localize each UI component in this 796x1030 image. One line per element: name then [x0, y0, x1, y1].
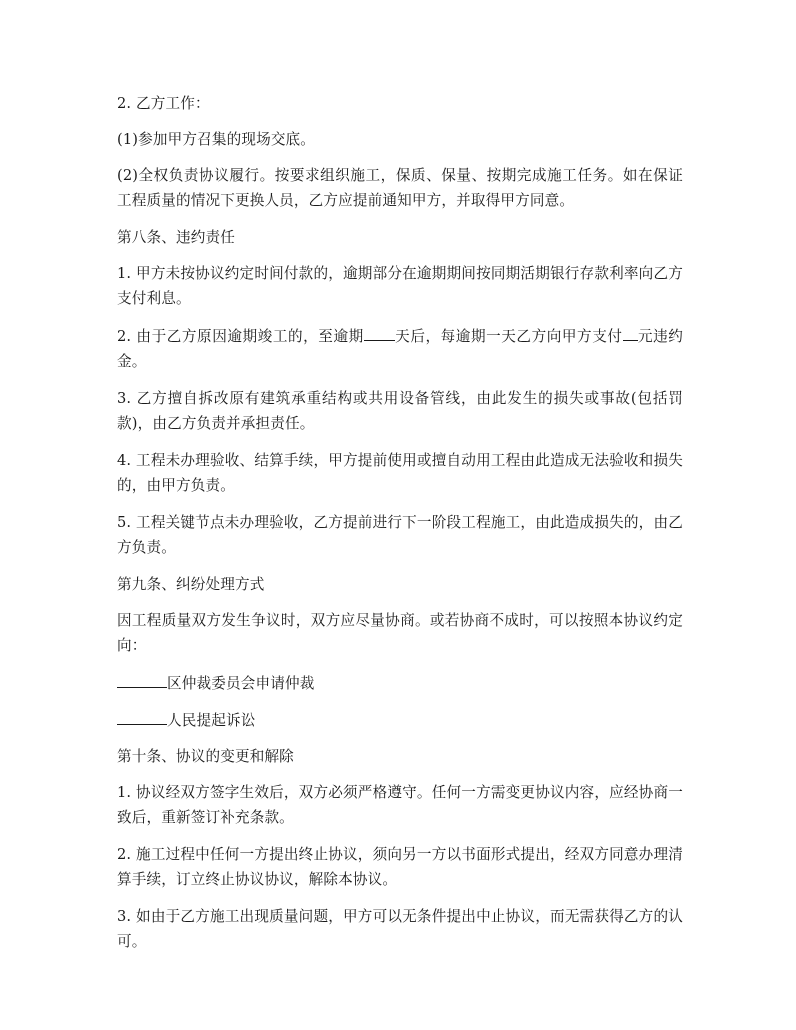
article-8-heading: 第八条、违约责任 [117, 229, 235, 246]
article-9-heading: 第九条、纠纷处理方式 [117, 576, 265, 593]
article-8-clause-1: 1. 甲方未按协议约定时间付款的，逾期部分在逾期期间按同期活期银行存款利率向乙方支付利息。 [117, 265, 683, 307]
arbitration-option-label: 区仲裁委员会申请仲裁 [167, 675, 315, 692]
article-8-clause-5: 5. 工程关键节点未办理验收，乙方提前进行下一阶段工程施工，由此造成损失的，由乙方负责。 [117, 514, 683, 556]
article-8-clause-4: 4. 工程未办理验收、结算手续，甲方提前使用或擅自动用工程由此造成无法验收和损失的，由甲方负责。 [117, 452, 683, 494]
article-10-clause-2: 2. 施工过程中任何一方提出终止协议，须向另一方以书面形式提出，经双方同意办理清算手续，订立终止协议协议，解除本协议。 [117, 846, 683, 888]
article-8-clause-3: 3. 乙方擅自拆改原有建筑承重结构或共用设备管线，由此发生的损失或事故(包括罚款)，由乙方负责并承担责任。 [117, 390, 683, 432]
arbitration-location-blank [117, 670, 167, 688]
party-b-duty-1: (1)参加甲方召集的现场交底。 [117, 131, 316, 148]
litigation-option [117, 707, 683, 733]
document-body [117, 91, 683, 966]
party-b-duties-heading: 2. 乙方工作： [117, 95, 210, 112]
party-b-duty-2: (2)全权负责协议履行。按要求组织施工，保质、保量、按期完成施工任务。如在保证工程质量的情况下更换人员，乙方应提前通知甲方，并取得甲方同意。 [117, 167, 683, 209]
arbitration-option [117, 670, 683, 696]
litigation-court-blank [117, 707, 167, 725]
penalty-amount-blank [623, 323, 638, 341]
article-10-clause-3: 3. 如由于乙方施工出现质量问题，甲方可以无条件提出中止协议，而无需获得乙方的认可。 [117, 908, 683, 950]
litigation-option-label: 人民提起诉讼 [167, 712, 256, 729]
article-10-clause-1: 1. 协议经双方签字生效后，双方必须严格遵守。任何一方需变更协议内容，应经协商一致后，重新签订补充条款。 [117, 784, 683, 826]
article-8-clause-2 [117, 323, 683, 374]
article-8-clause-2-part-c: 元违约金。 [117, 328, 683, 370]
article-10-heading: 第十条、协议的变更和解除 [117, 748, 294, 765]
article-9-body: 因工程质量双方发生争议时，双方应尽量协商。或若协商不成时，可以按照本协议约定向： [117, 612, 683, 654]
article-8-clause-2-part-a: 2. 由于乙方原因逾期竣工的，至逾期 [117, 328, 364, 345]
overdue-days-blank [364, 323, 395, 341]
article-8-clause-2-part-b: 天后，每逾期一天乙方向甲方支付 [394, 328, 623, 345]
